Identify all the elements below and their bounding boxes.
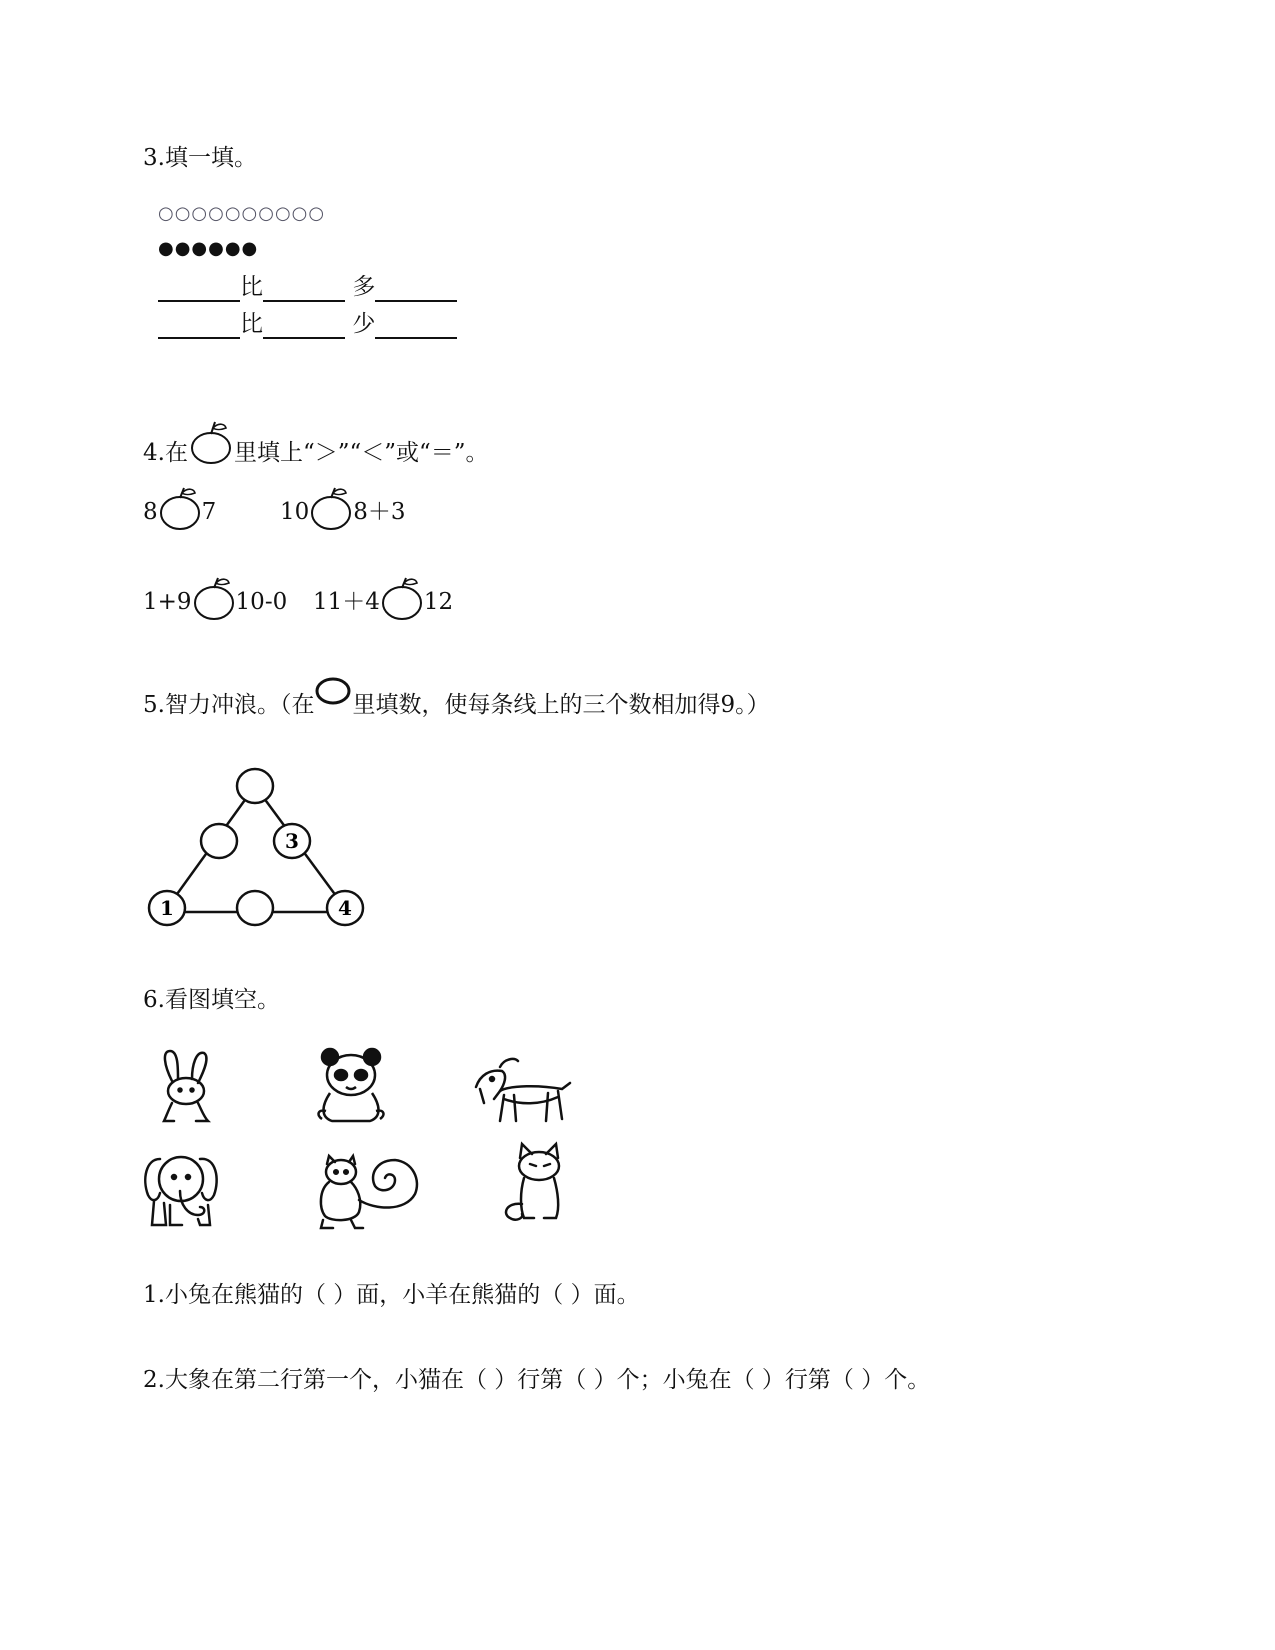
elephant-icon — [140, 1145, 225, 1230]
circle-top[interactable] — [237, 769, 273, 803]
q6-sub-2: 2.大象在第二行第一个，小猫在（ ）行第（ ）个；小兔在（ ）行第（ ）个。 — [143, 1367, 931, 1393]
q4-suffix: 里填上“＞”“＜”或“＝”。 — [233, 440, 489, 466]
q5-prefix: 5.智力冲浪。（在 — [143, 692, 315, 718]
cat-icon — [498, 1140, 578, 1225]
q6-sub-1: 1.小兔在熊猫的（ ）面，小羊在熊猫的（ ）面。 — [143, 1282, 640, 1308]
triangle-puzzle — [140, 760, 380, 930]
circle-left-mid[interactable] — [201, 824, 237, 858]
circle-right-mid[interactable] — [274, 824, 310, 858]
solid-dots: ●●●●●● — [158, 238, 259, 259]
left-expr: 1+9 — [143, 589, 192, 615]
right-expr: 12 — [423, 589, 454, 615]
q6-title: 6.看图填空。 — [143, 987, 280, 1013]
blank[interactable] — [375, 278, 457, 302]
apple-answer-icon[interactable] — [158, 485, 202, 531]
compare-item-1 — [143, 485, 216, 531]
duo-label: 多 — [352, 274, 376, 300]
blank[interactable] — [263, 315, 345, 339]
svg-text:3: 3 — [285, 829, 299, 853]
q4-title — [143, 418, 489, 468]
blank[interactable] — [158, 278, 240, 302]
squirrel-icon — [315, 1150, 425, 1235]
circle-bottom-left[interactable] — [149, 891, 185, 925]
left-expr: 8 — [143, 499, 158, 525]
rabbit-icon — [150, 1045, 220, 1125]
right-expr: 7 — [201, 499, 217, 525]
apple-answer-icon[interactable] — [380, 575, 424, 621]
right-expr: 10-0 — [235, 589, 288, 615]
circle-icon — [314, 676, 352, 706]
left-expr: 11＋4 — [313, 589, 380, 615]
circle-bottom-mid[interactable] — [237, 891, 273, 925]
bi-label: 比 — [240, 311, 263, 337]
shao-label: 少 — [352, 311, 376, 337]
apple-answer-icon[interactable] — [192, 575, 236, 621]
q4-prefix: 4.在 — [143, 440, 188, 466]
q5-suffix: 里填数，使每条线上的三个数相加得9。） — [352, 692, 770, 718]
q3-row-1 — [158, 272, 457, 302]
compare-item-4 — [313, 575, 453, 621]
compare-item-3 — [143, 575, 287, 621]
compare-item-2 — [280, 485, 406, 531]
blank[interactable] — [158, 315, 240, 339]
q3-row-2 — [158, 309, 457, 339]
hollow-dots: ○○○○○○○○○○ — [158, 203, 326, 224]
apple-icon — [188, 418, 234, 466]
goat-icon — [470, 1055, 580, 1130]
apple-answer-icon[interactable] — [309, 485, 353, 531]
circle-bottom-right[interactable] — [327, 891, 363, 925]
blank[interactable] — [375, 315, 457, 339]
svg-text:4: 4 — [338, 896, 352, 920]
blank[interactable] — [263, 278, 345, 302]
q5-title — [143, 676, 770, 720]
panda-icon — [312, 1045, 392, 1125]
svg-text:1: 1 — [160, 896, 174, 920]
q3-title: 3.填一填。 — [143, 145, 257, 171]
left-expr: 10 — [280, 499, 310, 525]
right-expr: 8＋3 — [353, 499, 406, 525]
bi-label: 比 — [240, 274, 263, 300]
